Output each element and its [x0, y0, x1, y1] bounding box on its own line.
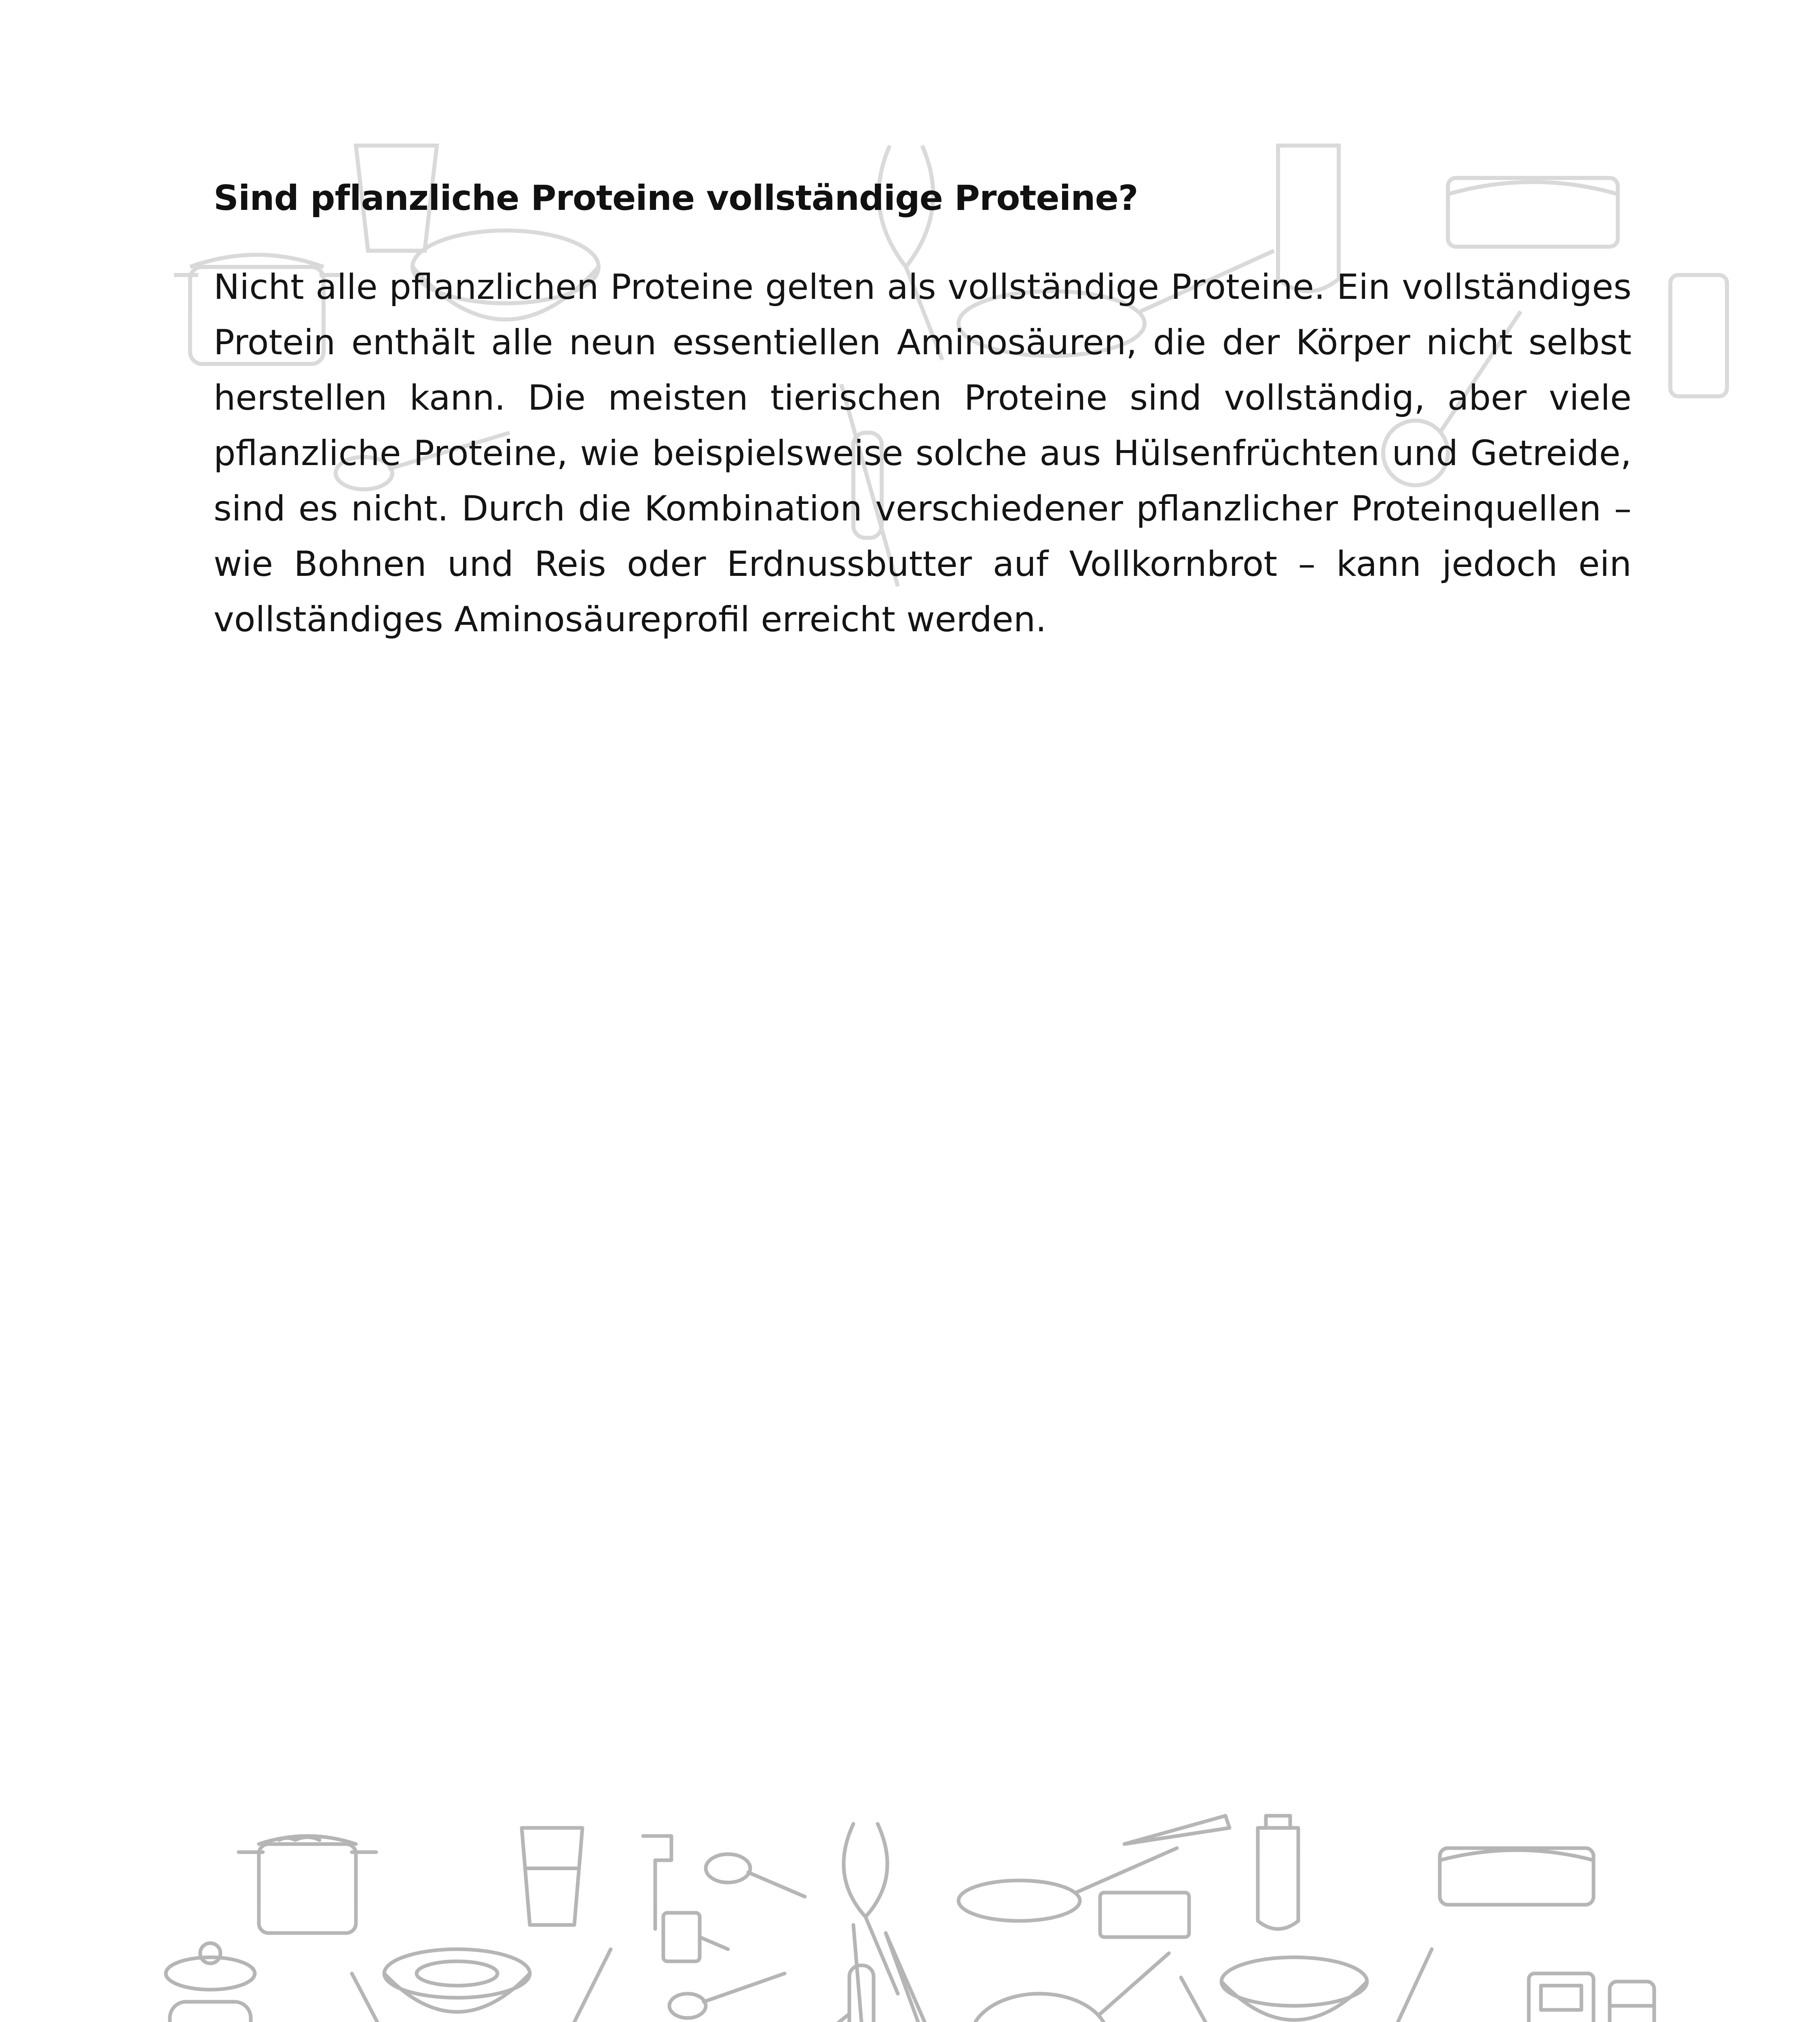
- bowl-icon: [384, 1949, 530, 2012]
- rolling-pin-icon: [849, 1925, 874, 2022]
- colander-icon: [971, 1953, 1169, 2022]
- meat-tenderizer-icon: [663, 1913, 728, 1961]
- knife-icon: [1124, 1816, 1230, 1844]
- body-paragraph: Nicht alle pflanzlichen Proteine gelten als vollständige Proteine. Ein vollständiges Protein enthält alle neun essentiellen Aminosäuren, die der Körper nicht selbst herstellen kann. Die meisten tierischen Proteine sind vollständig, aber viele pflanzliche Proteine, wie beispielsweise solche aus Hülsenfrüchten und Getreide, sind es nicht. Durch die Kombination verschiedener pflanzlicher Proteinquellen – wie Bohnen und Reis oder Erdnussbutter auf Vollkornbrot – kann jedoch ein vollständiges Aminosäureprofil erreicht werden.: [214, 267, 1632, 640]
- slotted-spoon-right-icon: [1181, 1978, 1262, 2022]
- grater-icon: [1670, 275, 1727, 396]
- grater-icon: [1610, 1982, 1654, 2022]
- knife-blade-icon: [886, 1933, 942, 2022]
- section-heading: Sind pflanzliche Proteine vollständige Proteine?: [214, 178, 1138, 218]
- cutting-board-icon: [1100, 1893, 1189, 1937]
- kitchen-utensils-border-icon: [0, 1812, 1820, 2022]
- slotted-spoon-icon: [352, 1973, 433, 2022]
- measuring-spoon-icon: [669, 1973, 785, 2018]
- spoon-icon: [706, 1854, 805, 1897]
- jug-icon: [1258, 1816, 1298, 1929]
- pan-icon: [959, 1848, 1177, 1921]
- ladle-icon: [489, 1949, 611, 2022]
- whisk-small-icon: [728, 2014, 849, 2022]
- whisk-icon: [844, 1824, 898, 1994]
- bowl-large-icon: [1221, 1957, 1367, 2020]
- lidded-pot-icon: [154, 1943, 267, 2022]
- glass-icon: [522, 1828, 582, 1925]
- document-body: [214, 170, 1632, 647]
- ladle-right-icon: [1314, 1949, 1432, 2022]
- cake-tin-icon: [1440, 1848, 1594, 1905]
- scale-icon: [1529, 1973, 1594, 2022]
- pot-icon: [239, 1836, 376, 1933]
- bracket-icon: [643, 1836, 671, 1929]
